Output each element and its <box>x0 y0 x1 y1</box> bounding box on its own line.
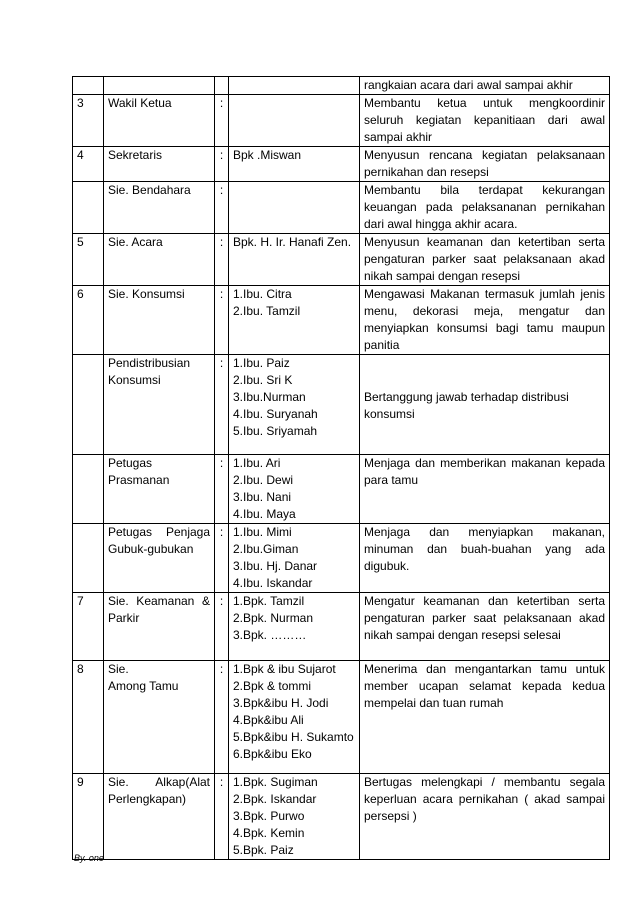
member-name: 2.Bpk & tommi <box>233 679 312 693</box>
section-name-line: Among Tamu <box>108 679 179 693</box>
task-description <box>360 234 610 286</box>
table-row <box>73 95 610 147</box>
row-number: 9 <box>73 774 104 860</box>
table-row <box>73 182 610 234</box>
members-cell <box>229 774 360 860</box>
section-name-line: Wakil Ketua <box>108 96 172 110</box>
separator-colon: : <box>215 774 229 860</box>
section-name <box>104 593 215 661</box>
task-description-text: rangkaian acara dari awal sampai akhir <box>364 78 573 92</box>
task-description-text: Menjaga dan memberikan makanan kepada para tamu <box>364 456 605 487</box>
table-row <box>73 234 610 286</box>
member-name: 3.Bpk. Purwo <box>233 809 305 823</box>
table-row <box>73 147 610 182</box>
member-name: 1.Ibu. Citra <box>233 287 292 301</box>
task-description <box>360 455 610 524</box>
section-name <box>104 95 215 147</box>
section-name <box>104 147 215 182</box>
section-name-line: Konsumsi <box>108 373 161 387</box>
section-name <box>104 286 215 355</box>
section-name-line: Sie. <box>108 662 129 676</box>
section-name <box>104 182 215 234</box>
task-description-text: Mengawasi Makanan termasuk jumlah jenis menu, dekorasi meja, mengatur dan menyiapkan konsumsi bagi tamu maupun panitia <box>364 287 605 352</box>
section-name-line: Prasmanan <box>108 473 170 487</box>
section-name-line: Pendistribusian <box>108 356 191 370</box>
section-name <box>104 661 215 774</box>
section-name-line: Sie. Acara <box>108 235 163 249</box>
member-name: 1.Bpk & ibu Sujarot <box>233 662 336 676</box>
members-cell <box>229 182 360 234</box>
table-row <box>73 286 610 355</box>
row-number <box>73 524 104 593</box>
member-name: 5.Ibu. Sriyamah <box>233 424 318 438</box>
member-name: 1.Bpk. Sugiman <box>233 775 318 789</box>
member-name: Bpk. H. Ir. Hanafi Zen. <box>233 235 352 249</box>
table-row <box>73 355 610 455</box>
section-name-line: Sie. Keamanan & Parkir <box>108 594 210 625</box>
member-name: 2.Ibu. Tamzil <box>233 304 301 318</box>
task-description <box>360 661 610 774</box>
member-name: 5.Bpk. Paiz <box>233 843 294 857</box>
row-number <box>73 77 104 95</box>
section-name <box>104 455 215 524</box>
task-description-text: Bertanggung jawab terhadap distribusi konsumsi <box>364 390 569 421</box>
task-description <box>360 524 610 593</box>
member-name: 1.Ibu. Paiz <box>233 356 290 370</box>
separator-colon <box>215 77 229 95</box>
committee-table-body <box>73 77 610 860</box>
task-description-text: Menyusun keamanan dan ketertiban serta pengaturan parker saat pelaksanaan akad nikah sampai dengan resepsi <box>364 235 605 283</box>
member-name: Bpk .Miswan <box>233 148 302 162</box>
task-description <box>360 147 610 182</box>
member-name: 3.Ibu. Nani <box>233 490 292 504</box>
separator-colon: : <box>215 355 229 455</box>
table-row <box>73 455 610 524</box>
row-number: 5 <box>73 234 104 286</box>
task-description-text: Menjaga dan menyiapkan makanan, minuman dan buah-buahan yang ada digubuk. <box>364 525 605 573</box>
member-name: 6.Bpk&ibu Eko <box>233 747 312 761</box>
task-description <box>360 355 610 455</box>
separator-colon: : <box>215 286 229 355</box>
row-number <box>73 355 104 455</box>
footer-text: By. one <box>74 853 104 863</box>
task-description <box>360 286 610 355</box>
task-description <box>360 593 610 661</box>
task-description-text: Membantu bila terdapat kekurangan keuangan pada pelaksananan pernikahan dari awal hingga akhir acara. <box>364 183 605 231</box>
section-name-line: Sie. Konsumsi <box>108 287 185 301</box>
separator-colon: : <box>215 455 229 524</box>
table-row <box>73 774 610 860</box>
member-name: 2.Bpk. Nurman <box>233 611 314 625</box>
separator-colon: : <box>215 234 229 286</box>
table-row <box>73 593 610 661</box>
member-name: 1.Bpk. Tamzil <box>233 594 305 608</box>
member-name: 4.Ibu. Maya <box>233 507 296 521</box>
row-number: 6 <box>73 286 104 355</box>
member-name: 3.Bpk. ……… <box>233 628 307 642</box>
separator-colon: : <box>215 147 229 182</box>
members-cell <box>229 95 360 147</box>
task-description-text: Bertugas melengkapi / membantu segala keperluan acara pernikahan ( akad sampai persepsi ) <box>364 775 605 823</box>
members-cell <box>229 234 360 286</box>
table-row <box>73 77 610 95</box>
task-description-text: Mengatur keamanan dan ketertiban serta pengaturan parker saat pelaksanaan akad nikah sampai dengan resepsi selesai <box>364 594 605 642</box>
member-name: 4.Bpk. Kemin <box>233 826 305 840</box>
separator-colon: : <box>215 661 229 774</box>
members-cell <box>229 355 360 455</box>
separator-colon: : <box>215 182 229 234</box>
separator-colon: : <box>215 524 229 593</box>
member-name: 2.Ibu. Sri K <box>233 373 293 387</box>
member-name: 1.Ibu. Mimi <box>233 525 292 539</box>
member-name: 4.Bpk&ibu Ali <box>233 713 304 727</box>
members-cell <box>229 147 360 182</box>
task-description <box>360 774 610 860</box>
table-row <box>73 661 610 774</box>
members-cell <box>229 661 360 774</box>
members-cell <box>229 286 360 355</box>
separator-colon: : <box>215 593 229 661</box>
member-name: 2.Ibu. Dewi <box>233 473 294 487</box>
row-number: 7 <box>73 593 104 661</box>
task-description <box>360 95 610 147</box>
section-name <box>104 234 215 286</box>
section-name <box>104 77 215 95</box>
member-name: 4.Ibu. Iskandar <box>233 576 313 590</box>
separator-colon: : <box>215 95 229 147</box>
member-name: 1.Ibu. Ari <box>233 456 281 470</box>
member-name: 5.Bpk&ibu H. Sukamto <box>233 730 354 744</box>
members-cell <box>229 455 360 524</box>
row-number: 3 <box>73 95 104 147</box>
section-name-line: Sie. Alkap(Alat Perlengkapan) <box>108 775 210 806</box>
member-name: 3.Ibu. Hj. Danar <box>233 559 318 573</box>
section-name <box>104 774 215 860</box>
row-number <box>73 455 104 524</box>
members-cell <box>229 77 360 95</box>
member-name: 4.Ibu. Suryanah <box>233 407 318 421</box>
section-name <box>104 355 215 455</box>
task-description-text: Menyusun rencana kegiatan pelaksanaan pernikahan dan resepsi <box>364 148 605 179</box>
member-name: 2.Ibu.Giman <box>233 542 299 556</box>
table-row <box>73 524 610 593</box>
section-name-line: Sie. Bendahara <box>108 183 191 197</box>
row-number <box>73 182 104 234</box>
committee-table <box>72 76 610 860</box>
row-number: 4 <box>73 147 104 182</box>
task-description-text: Menerima dan mengantarkan tamu untuk member ucapan selamat kepada kedua mempelai dan tuan rumah <box>364 662 605 710</box>
task-description <box>360 182 610 234</box>
members-cell <box>229 524 360 593</box>
section-name-line: Petugas <box>108 456 153 470</box>
section-name <box>104 524 215 593</box>
section-name-line: Sekretaris <box>108 148 163 162</box>
members-cell <box>229 593 360 661</box>
member-name: 3.Ibu.Nurman <box>233 390 306 404</box>
task-description <box>360 77 610 95</box>
task-description-text: Membantu ketua untuk mengkoordinir seluruh kegiatan kepanitiaan dari awal sampai akhir <box>364 96 605 144</box>
member-name: 2.Bpk. Iskandar <box>233 792 317 806</box>
section-name-line: Petugas Penjaga Gubuk-gubukan <box>108 525 210 556</box>
member-name: 3.Bpk&ibu H. Jodi <box>233 696 329 710</box>
row-number: 8 <box>73 661 104 774</box>
